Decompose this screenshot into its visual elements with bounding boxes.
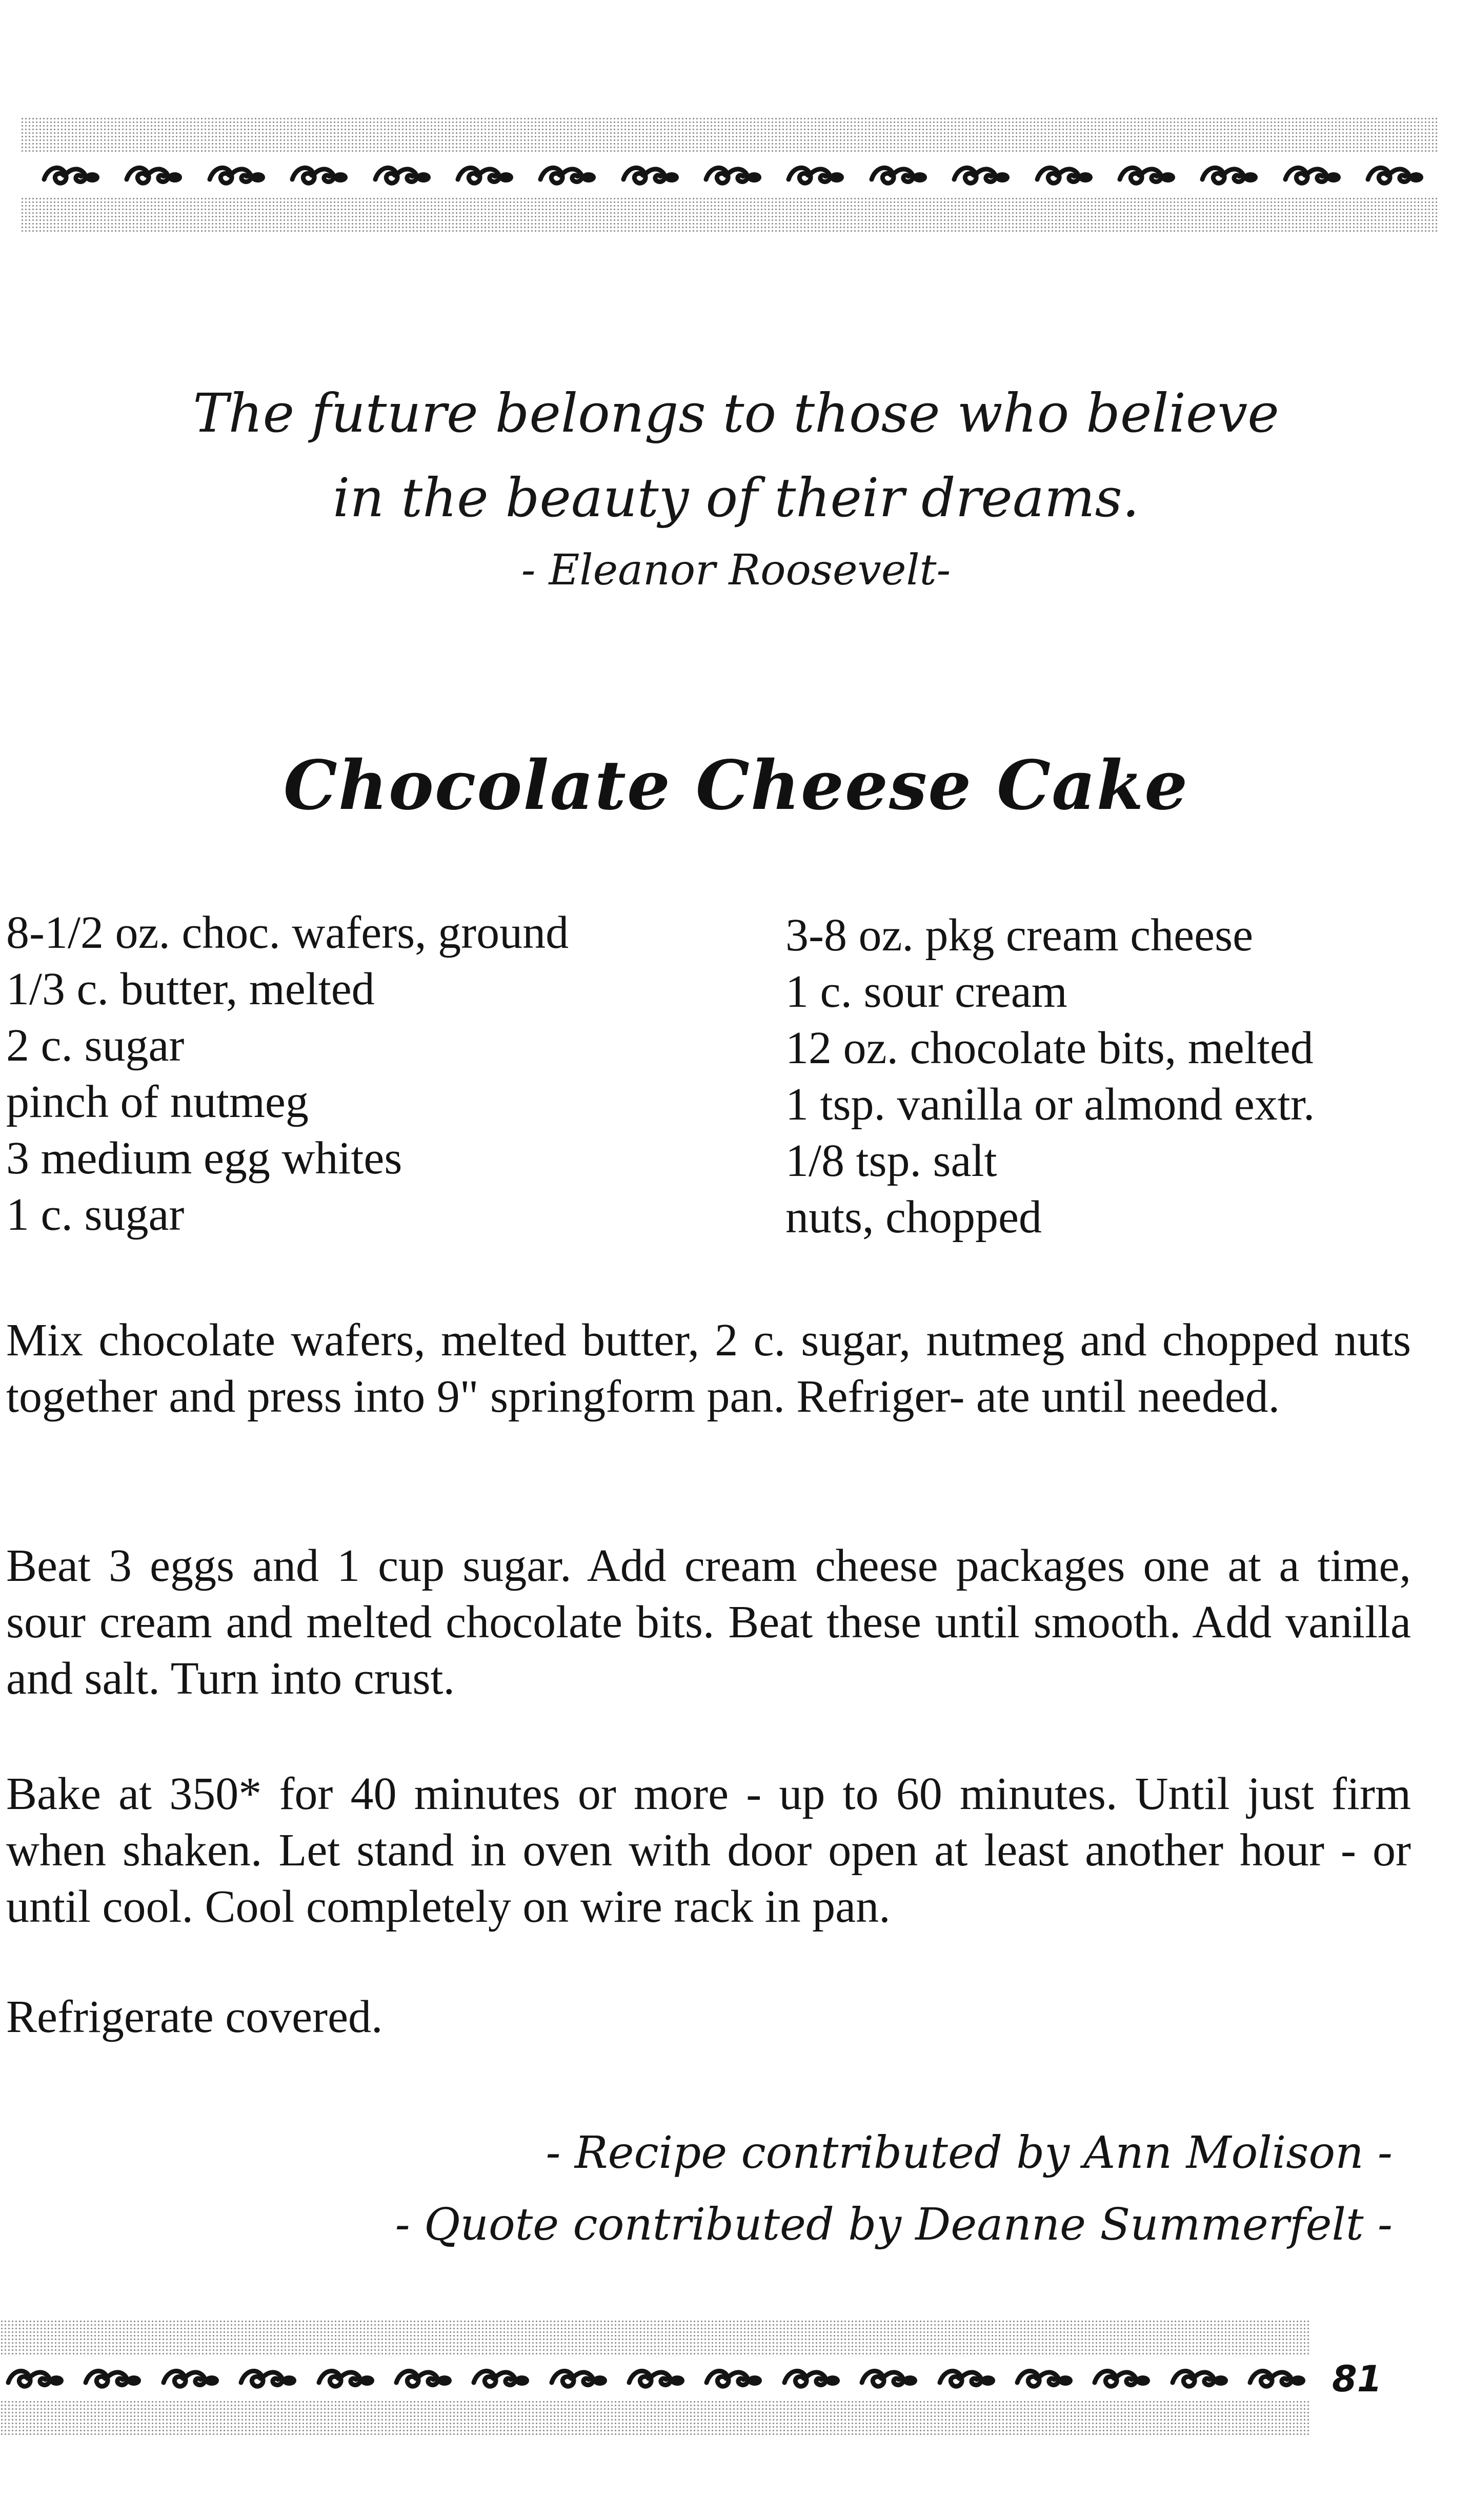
swirl-ornament-icon	[549, 2362, 609, 2394]
ingredient-item: 1 c. sour cream	[785, 966, 1067, 1017]
recipe-credit: - Recipe contributed by Ann Molison -	[546, 2127, 1393, 2179]
swirl-ornament-icon	[626, 2362, 687, 2394]
swirl-ornament-icon	[1117, 159, 1177, 191]
swirl-ornament-icon	[316, 2362, 376, 2394]
ingredient-item: 1 tsp. vanilla or almond extr.	[785, 1079, 1315, 1130]
swirl-ornament-icon	[869, 159, 929, 191]
swirl-ornament-icon	[1169, 2362, 1230, 2394]
swirl-ornament-icon	[1365, 159, 1425, 191]
top-border-upper-strip	[21, 117, 1438, 153]
ingredient-item: 1/3 c. butter, melted	[6, 964, 375, 1014]
quote-line-2: in the beauty of their dreams.	[333, 466, 1139, 529]
swirl-ornament-icon	[455, 159, 515, 191]
bottom-border-upper-strip	[0, 2320, 1310, 2355]
ingredient-item: 1 c. sugar	[6, 1189, 185, 1240]
ingredient-item: pinch of nutmeg	[6, 1076, 309, 1127]
swirl-ornament-icon	[1247, 2362, 1307, 2394]
swirl-ornament-icon	[1034, 159, 1095, 191]
direction-paragraph-4: Refrigerate covered.	[6, 1991, 383, 2042]
swirl-ornament-icon	[41, 159, 102, 191]
swirl-ornament-icon	[703, 2362, 764, 2394]
direction-paragraph-3: Bake at 350* for 40 minutes or more - up to 60 minutes. Until just firm when shaken. Let stand in oven with door open at least another hour - or until cool. Cool completely on wire rack in pan.	[6, 1769, 1411, 1932]
swirl-ornament-icon	[951, 159, 1012, 191]
ingredients-right-column	[785, 907, 1315, 1246]
quote-author: - Eleanor Roosevelt-	[521, 546, 951, 595]
swirl-ornament-icon	[620, 159, 681, 191]
ingredient-item: 3 medium egg whites	[6, 1133, 402, 1184]
swirl-ornament-icon	[859, 2362, 919, 2394]
ingredient-item: nuts, chopped	[785, 1192, 1042, 1243]
ingredient-item: 1/8 tsp. salt	[785, 1135, 997, 1186]
swirl-ornament-icon	[83, 2362, 143, 2394]
recipe-title: Chocolate Cheese Cake	[283, 746, 1189, 825]
swirl-ornament-icon	[124, 159, 184, 191]
swirl-ornament-icon	[471, 2362, 531, 2394]
swirl-ornament-icon	[1282, 159, 1343, 191]
swirl-ornament-icon	[289, 159, 350, 191]
page-number: 81	[1332, 2358, 1382, 2400]
swirl-ornament-icon	[785, 159, 846, 191]
swirl-ornament-icon	[703, 159, 763, 191]
quote-credit: - Quote contributed by Deanne Summerfelt -	[395, 2199, 1393, 2250]
ingredients-left-column	[6, 905, 569, 1243]
bottom-border-lower-strip	[0, 2400, 1310, 2436]
swirl-ornament-icon	[238, 2362, 298, 2394]
quote-line-1: The future belongs to those who believe	[193, 382, 1279, 444]
ingredient-item: 12 oz. chocolate bits, melted	[785, 1023, 1314, 1073]
ingredient-item: 8-1/2 oz. choc. wafers, ground	[6, 907, 569, 958]
swirl-ornament-icon	[160, 2362, 221, 2394]
swirl-ornament-icon	[393, 2362, 454, 2394]
swirl-ornament-icon	[937, 2362, 997, 2394]
top-border-lower-strip	[21, 197, 1438, 233]
ingredient-item: 3-8 oz. pkg cream cheese	[785, 910, 1254, 961]
swirl-ornament-icon	[372, 159, 433, 191]
swirl-ornament-icon	[1014, 2362, 1075, 2394]
swirl-ornament-icon	[781, 2362, 842, 2394]
top-ornament-row	[41, 154, 1425, 196]
ingredient-item: 2 c. sugar	[6, 1020, 185, 1071]
swirl-ornament-icon	[537, 159, 598, 191]
direction-paragraph-2: Beat 3 eggs and 1 cup sugar. Add cream cheese packages one at a time, sour cream and melted chocolate bits. Beat these until smooth. Add vanilla and salt. Turn into crust.	[6, 1540, 1411, 1704]
swirl-ornament-icon	[5, 2362, 66, 2394]
swirl-ornament-icon	[207, 159, 267, 191]
bottom-ornament-row	[5, 2357, 1307, 2399]
swirl-ornament-icon	[1199, 159, 1260, 191]
swirl-ornament-icon	[1092, 2362, 1152, 2394]
direction-paragraph-1: Mix chocolate wafers, melted butter, 2 c. sugar, nutmeg and chopped nuts together and press into 9" springform pan. Refriger- ate until needed.	[6, 1315, 1411, 1422]
